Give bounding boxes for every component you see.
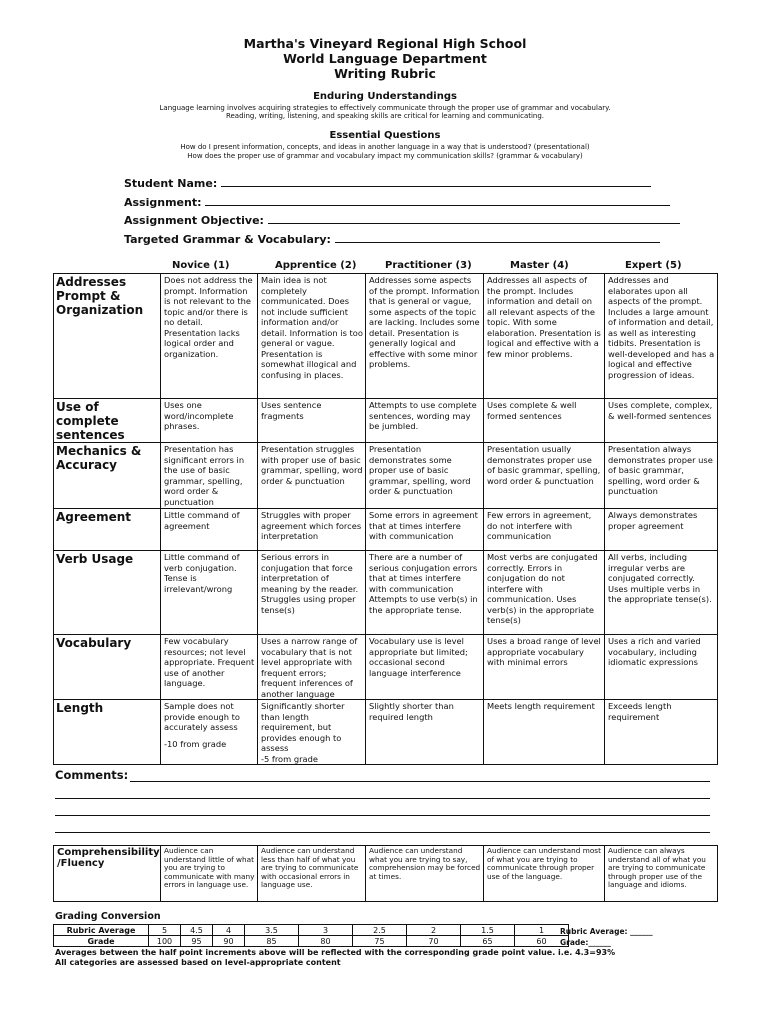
cell-apprentice: Main idea is not completely communicated. Does not include sufficient information and/or detail. Information is too general or vague. Presentation is somewhat illogical and confusing in places. [258,274,366,399]
cell-novice: Audience can understand little of what you are trying to communicate with many errors in language use. [161,846,258,902]
comment-line[interactable] [130,781,710,782]
cell-novice: Presentation has significant errors in the use of basic grammar, spelling, word order & punctuation [161,443,258,509]
apprentice-deduction: -5 from grade [261,753,318,764]
cell-apprentice: Struggles with proper agreement which forces interpretation [258,509,366,551]
grading-average: 1 [515,925,569,936]
cell-apprentice-text: Significantly shorter than length requirement, but provides enough to assess [261,701,345,753]
grading-note: All categories are assessed based on level-appropriate content [55,958,341,967]
grading-average: 3.5 [245,925,299,936]
criterion-verb: Verb Usage [54,551,161,635]
rubric-row-agreement [54,509,718,551]
grading-grade: 100 [149,936,181,947]
grading-average: 4 [213,925,245,936]
cell-master: Meets length requirement [484,700,605,765]
essential-line-1: How do I present information, concepts, and ideas in another language in a way that is understood? (presentational) [180,143,590,151]
cell-practitioner: There are a number of serious conjugation errors that at times interfere with communication Attempts to use verb(s) in the appropriate tense. [366,551,484,635]
grading-grade: 75 [353,936,407,947]
grading-grade: 95 [181,936,213,947]
grading-grade: 65 [461,936,515,947]
criterion-length: Length [54,700,161,765]
cell-practitioner: Presentation demonstrates some proper use of basic grammar, spelling, word order & punctuation [366,443,484,509]
comment-line[interactable] [55,832,710,833]
cell-practitioner: Slightly shorter than required length [366,700,484,765]
cell-novice: Little command of verb conjugation. Tense is irrelevant/wrong [161,551,258,635]
grading-grade: 70 [407,936,461,947]
grade-field[interactable]: Grade:______ [560,938,611,947]
essential-heading: Essential Questions [329,130,441,141]
cell-expert: All verbs, including irregular verbs are conjugated correctly. Uses multiple verbs in the appropriate tense(s). [605,551,718,635]
essential-line-2: How does the proper use of grammar and vocabulary impact my communication skills? (grammar & vocabulary) [187,152,583,160]
cell-master: Uses a broad range of level appropriate vocabulary with minimal errors [484,635,605,700]
cell-apprentice: Serious errors in conjugation that force interpretation of meaning by the reader. Struggles using proper tense(s) [258,551,366,635]
school-name: Martha's Vineyard Regional High School [243,36,527,51]
cell-novice: Does not address the prompt. Information is not relevant to the topic and/or there is no detail. Presentation lacks logical order and organization. [161,274,258,399]
rubric-row-mechanics [54,443,718,509]
comprehensibility-table [53,845,718,902]
comments-label: Comments: [55,768,129,782]
objective-line[interactable] [268,213,680,224]
criterion-agreement: Agreement [54,509,161,551]
criterion-comprehensibility: Comprehensibility /Fluency [54,846,161,902]
cell-expert: Uses complete, complex, & well-formed sentences [605,399,718,443]
assignment-line[interactable] [205,195,670,206]
criterion-prompt: Addresses Prompt & Organization [54,274,161,399]
enduring-line-2: Reading, writing, listening, and speaking skills are critical for learning and communicating. [225,112,545,120]
grading-grade: 90 [213,936,245,947]
cell-novice: Uses one word/incomplete phrases. [161,399,258,443]
criterion-vocabulary: Vocabulary [54,635,161,700]
grading-average: 2 [407,925,461,936]
cell-master: Most verbs are conjugated correctly. Errors in conjugation do not interfere with communication. Uses verb(s) in the appropriate tense(s) [484,551,605,635]
comment-line[interactable] [55,798,710,799]
rubric-row-sentences [54,399,718,443]
department-name: World Language Department [283,51,487,66]
novice-deduction: -10 from grade [164,738,227,749]
cell-master: Uses complete & well formed sentences [484,399,605,443]
targeted-field[interactable] [124,232,660,246]
cell-expert: Audience can always understand all of what you are trying to communicate through proper use of the language and idioms. [605,846,718,902]
cell-novice [161,700,258,765]
grading-average: 3 [299,925,353,936]
grading-row-label: Grade [54,936,149,947]
cell-practitioner: Audience can understand what you are trying to say, comprehension may be forced at times. [366,846,484,902]
cell-practitioner: Addresses some aspects of the prompt. Information that is general or vague, some aspects of the topic are lacking. Includes some detail. Presentation is generally logical and effective with some minor problems. [366,274,484,399]
assignment-field[interactable] [124,195,670,209]
cell-novice-text: Sample does not provide enough to accurately assess [164,701,240,732]
level-apprentice: Apprentice (2) [275,260,357,271]
level-practitioner: Practitioner (3) [385,260,472,271]
cell-master: Audience can understand most of what you are trying to communicate through proper use of the language. [484,846,605,902]
student-name-line[interactable] [221,176,651,187]
cell-expert: Exceeds length requirement [605,700,718,765]
grading-conversion-title: Grading Conversion [55,911,161,922]
rubric-row-prompt [54,274,718,399]
cell-master: Few errors in agreement, do not interfere with communication [484,509,605,551]
cell-apprentice: Audience can understand less than half of what you are trying to communicate with occasional errors in language use. [258,846,366,902]
cell-practitioner: Vocabulary use is level appropriate but limited; occasional second language interference [366,635,484,700]
targeted-label: Targeted Grammar & Vocabulary: [124,233,331,246]
grading-grade: 85 [245,936,299,947]
assignment-label: Assignment: [124,196,202,209]
grading-average: 2.5 [353,925,407,936]
cell-apprentice: Uses sentence fragments [258,399,366,443]
cell-novice: Little command of agreement [161,509,258,551]
rubric-table [53,273,718,765]
grading-note: Averages between the half point increments above will be reflected with the corresponding grade point value. i.e. 4.3=93% [55,948,616,957]
comment-line[interactable] [55,815,710,816]
student-name-label: Student Name: [124,177,218,190]
cell-expert: Presentation always demonstrates proper use of basic grammar, spelling, word order & punctuation [605,443,718,509]
student-name-field[interactable] [124,176,651,190]
criterion-mechanics: Mechanics & Accuracy [54,443,161,509]
cell-novice: Few vocabulary resources; not level appropriate. Frequent use of another language. [161,635,258,700]
grading-average: 1.5 [461,925,515,936]
cell-expert: Addresses and elaborates upon all aspects of the prompt. Includes a large amount of information and detail, as well as interesting tidbits. Presentation is well-developed and has a logical and effective progression of ideas. [605,274,718,399]
grading-average: 5 [149,925,181,936]
page-title: Writing Rubric [334,66,436,81]
grading-table [53,924,569,947]
grading-grade: 80 [299,936,353,947]
rubric-average-field[interactable]: Rubric Average: ______ [560,927,653,936]
objective-label: Assignment Objective: [124,214,264,227]
cell-expert: Always demonstrates proper agreement [605,509,718,551]
grading-row-label: Rubric Average [54,925,149,936]
rubric-row-verb [54,551,718,635]
grading-average: 4.5 [181,925,213,936]
enduring-line-1: Language learning involves acquiring strategies to effectively communicate through the proper use of grammar and vocabulary. [159,104,611,112]
enduring-heading: Enduring Understandings [313,91,457,102]
targeted-line[interactable] [335,232,660,243]
objective-field[interactable] [124,213,680,227]
cell-apprentice: Presentation struggles with proper use of basic grammar, spelling, word order & punctuation [258,443,366,509]
rubric-row-vocabulary [54,635,718,700]
level-master: Master (4) [510,260,569,271]
cell-expert: Uses a rich and varied vocabulary, including idiomatic expressions [605,635,718,700]
cell-practitioner: Attempts to use complete sentences, wording may be jumbled. [366,399,484,443]
grading-grade: 60 [515,936,569,947]
cell-practitioner: Some errors in agreement that at times interfere with communication [366,509,484,551]
cell-apprentice [258,700,366,765]
level-novice: Novice (1) [172,260,230,271]
cell-master: Addresses all aspects of the prompt. Includes information and detail on all relevant aspects of the topic. With some elaboration. Presentation is logical and effective with a few minor problems. [484,274,605,399]
level-expert: Expert (5) [625,260,682,271]
rubric-row-length [54,700,718,765]
cell-apprentice: Uses a narrow range of vocabulary that is not level appropriate with frequent errors; frequent inferences of another language [258,635,366,700]
cell-master: Presentation usually demonstrates proper use of basic grammar, spelling, word order & punctuation [484,443,605,509]
criterion-sentences: Use of complete sentences [54,399,161,443]
